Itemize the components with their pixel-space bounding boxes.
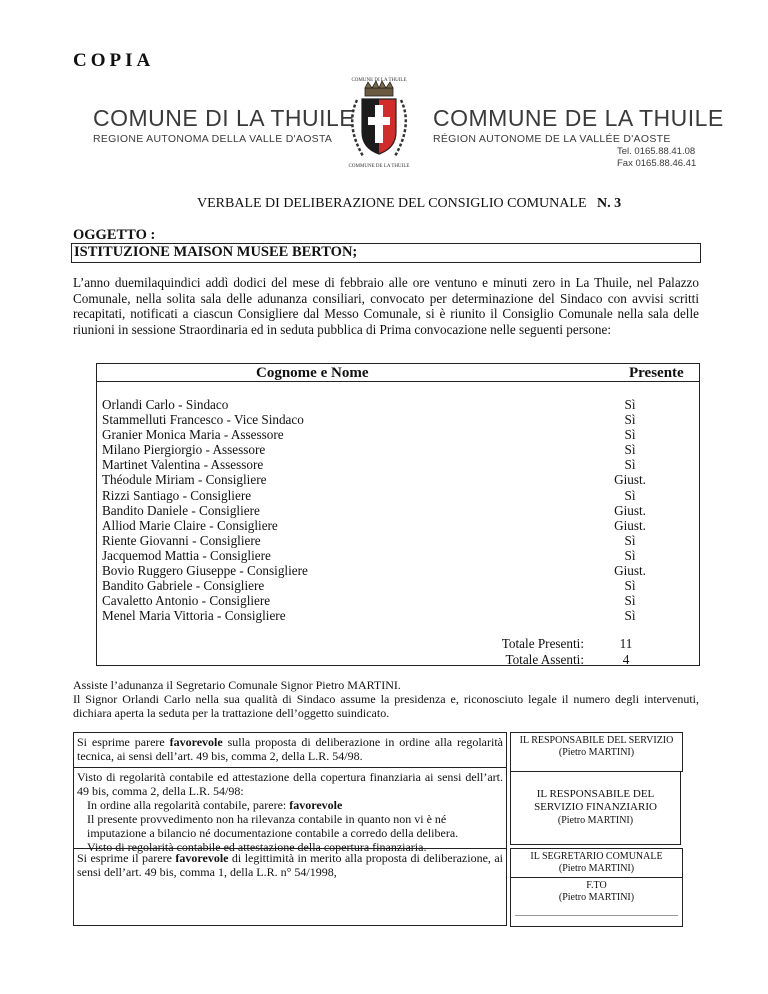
total-present-label: Totale Presenti: — [501, 636, 584, 651]
crest-bottom-text: COMMUNE DE LA THUILE — [348, 164, 410, 169]
crest-icon — [335, 70, 423, 170]
deliberation-number: N. 3 — [597, 196, 622, 211]
total-present-value: 11 — [619, 636, 633, 651]
member-name: Menel Maria Vittoria - Consigliere — [102, 608, 286, 624]
subject-text: ISTITUZIONE MAISON MUSEE BERTON; — [74, 244, 358, 260]
contact-info — [617, 146, 696, 170]
member-presences — [604, 397, 656, 623]
legitimacy-opinion-text: Si esprime il parere favorevole di legittimità in merito alla proposta di deliberazione, ai sensi dell’art. 49 bis, comma 1, della L.R. n° 54/1998, — [77, 851, 503, 879]
accounting-opinion-text: Visto di regolarità contabile ed attestazione della copertura finanziaria ai sensi dell’art. 49 bis, comma 2, della L.R. 54/98: In ordine alla regolarità contabile, parere: favorevole Il presente provvedimento non ha rilevanza contabile in quanto non vi è né imputazione a bilancio né documentazione contabile a corredo della delibera. Visto di regolarità contabile ed attestazione della copertura finanziaria. — [77, 770, 503, 854]
presence-status: Sì — [624, 487, 636, 503]
presence-status: Sì — [624, 608, 636, 624]
presence-status: Giust. — [614, 472, 646, 488]
totals-labels — [440, 636, 584, 667]
signature-line — [515, 915, 678, 916]
totals-values — [610, 636, 642, 667]
header-french — [433, 105, 724, 145]
total-absent-label: Totale Assenti: — [505, 651, 584, 667]
commune-name-fr: COMMUNE DE LA THUILE — [433, 105, 724, 131]
technical-opinion-text: Si esprime parere favorevole sulla proposta di deliberazione in ordine alla regolarità tecnica, ai sensi dell’art. 49 bis, comma 2, della L.R. 54/98. — [77, 735, 503, 763]
subject-label: OGGETTO : — [73, 227, 156, 243]
presence-status: Sì — [624, 547, 636, 563]
column-header-present: Presente — [629, 365, 684, 381]
presidency-paragraph: Il Signor Orlandi Carlo nella sua qualità di Sindaco assume la presidenza e, riconosciuto legale il numero degli intervenuti, dichiara aperta la seduta per la trattazione dell’oggetto suindicato. — [73, 692, 699, 720]
member-name: Orlandi Carlo - Sindaco — [102, 397, 229, 412]
comune-name-it: COMUNE DI LA THUILE — [93, 105, 356, 131]
table-header-divider — [96, 381, 700, 382]
member-name: Théodule Miriam - Consigliere — [102, 472, 267, 488]
member-names — [102, 397, 308, 623]
member-name: Milano Piergiorgio - Assessore — [102, 442, 266, 458]
region-name-it: REGIONE AUTONOMA DELLA VALLE D'AOSTA — [93, 133, 333, 145]
fax-number: Fax 0165.88.46.41 — [617, 158, 697, 169]
legitimacy-opinion-box — [73, 848, 507, 926]
member-name: Jacquemod Mattia - Consigliere — [102, 547, 271, 563]
member-name: Martinet Valentina - Assessore — [102, 457, 264, 473]
member-name: Stammelluti Francesco - Vice Sindaco — [102, 412, 304, 428]
presence-status: Giust. — [614, 563, 646, 579]
presence-status: Sì — [624, 397, 636, 412]
municipal-crest — [335, 70, 423, 175]
member-name: Bandito Gabriele - Consigliere — [102, 578, 265, 594]
member-name: Cavaletto Antonio - Consigliere — [102, 593, 271, 609]
document-title: VERBALE DI DELIBERAZIONE DEL CONSIGLIO COMUNALE — [197, 196, 587, 211]
header-italian — [93, 105, 355, 145]
presence-status: Sì — [624, 578, 636, 594]
intro-paragraph: L’anno duemilaquindici addì dodici del mese di febbraio alle ore ventuno e minuti zero in La Thuile, nel Palazzo Comunale, nella solita sala delle adunanza consiliari, convocato per determinazione del Sindaco con avvisi scritti recapitati, notificati a ciascun Consigliere dal Messo Comunale, si è riunito il Consiglio Comunale nella sala delle riunioni in sessione Straordinaria ed in seduta pubblica di Prima convocazione nelle seguenti persone: — [73, 275, 699, 337]
crest-top-text: COMUNE DI LA THUILE — [351, 78, 407, 83]
presence-status: Sì — [624, 412, 636, 428]
presence-status: Sì — [624, 457, 636, 473]
region-name-fr: RÉGION AUTONOME DE LA VALLÉE D'AOSTE — [433, 133, 671, 145]
member-name: Granier Monica Maria - Assessore — [102, 427, 284, 443]
member-name: Alliod Marie Claire - Consigliere — [102, 517, 278, 533]
total-absent-value: 4 — [622, 651, 630, 667]
presence-status: Sì — [624, 532, 636, 548]
presence-status: Sì — [624, 427, 636, 443]
fto-signature: F.TO (Pietro MARTINI) — [510, 877, 683, 927]
member-name: Riente Giovanni - Consigliere — [102, 532, 261, 548]
member-name: Rizzi Santiago - Consigliere — [102, 487, 252, 503]
member-name: Bandito Daniele - Consigliere — [102, 502, 260, 518]
presence-status: Giust. — [614, 502, 646, 518]
secretary-line: Assiste l’adunanza il Segretario Comunale Signor Pietro MARTINI. — [73, 678, 401, 692]
financial-manager-signature: IL RESPONSABILE DEL SERVIZIO FINANZIARIO (Pietro MARTINI) — [510, 771, 681, 845]
column-header-name: Cognome e Nome — [256, 365, 369, 381]
secretary-signature: IL SEGRETARIO COMUNALE (Pietro MARTINI) — [510, 848, 683, 878]
technical-opinion-box — [73, 732, 507, 768]
copy-label: COPIA — [73, 50, 155, 71]
presence-status: Sì — [624, 442, 636, 458]
accounting-opinion-box — [73, 767, 507, 854]
presence-status: Sì — [624, 593, 636, 609]
presence-status: Giust. — [614, 517, 646, 533]
service-manager-signature: IL RESPONSABILE DEL SERVIZIO (Pietro MARTINI) — [510, 732, 683, 772]
phone-number: Tel. 0165.88.41.08 — [617, 146, 696, 157]
member-name: Bovio Ruggero Giuseppe - Consigliere — [102, 563, 308, 579]
